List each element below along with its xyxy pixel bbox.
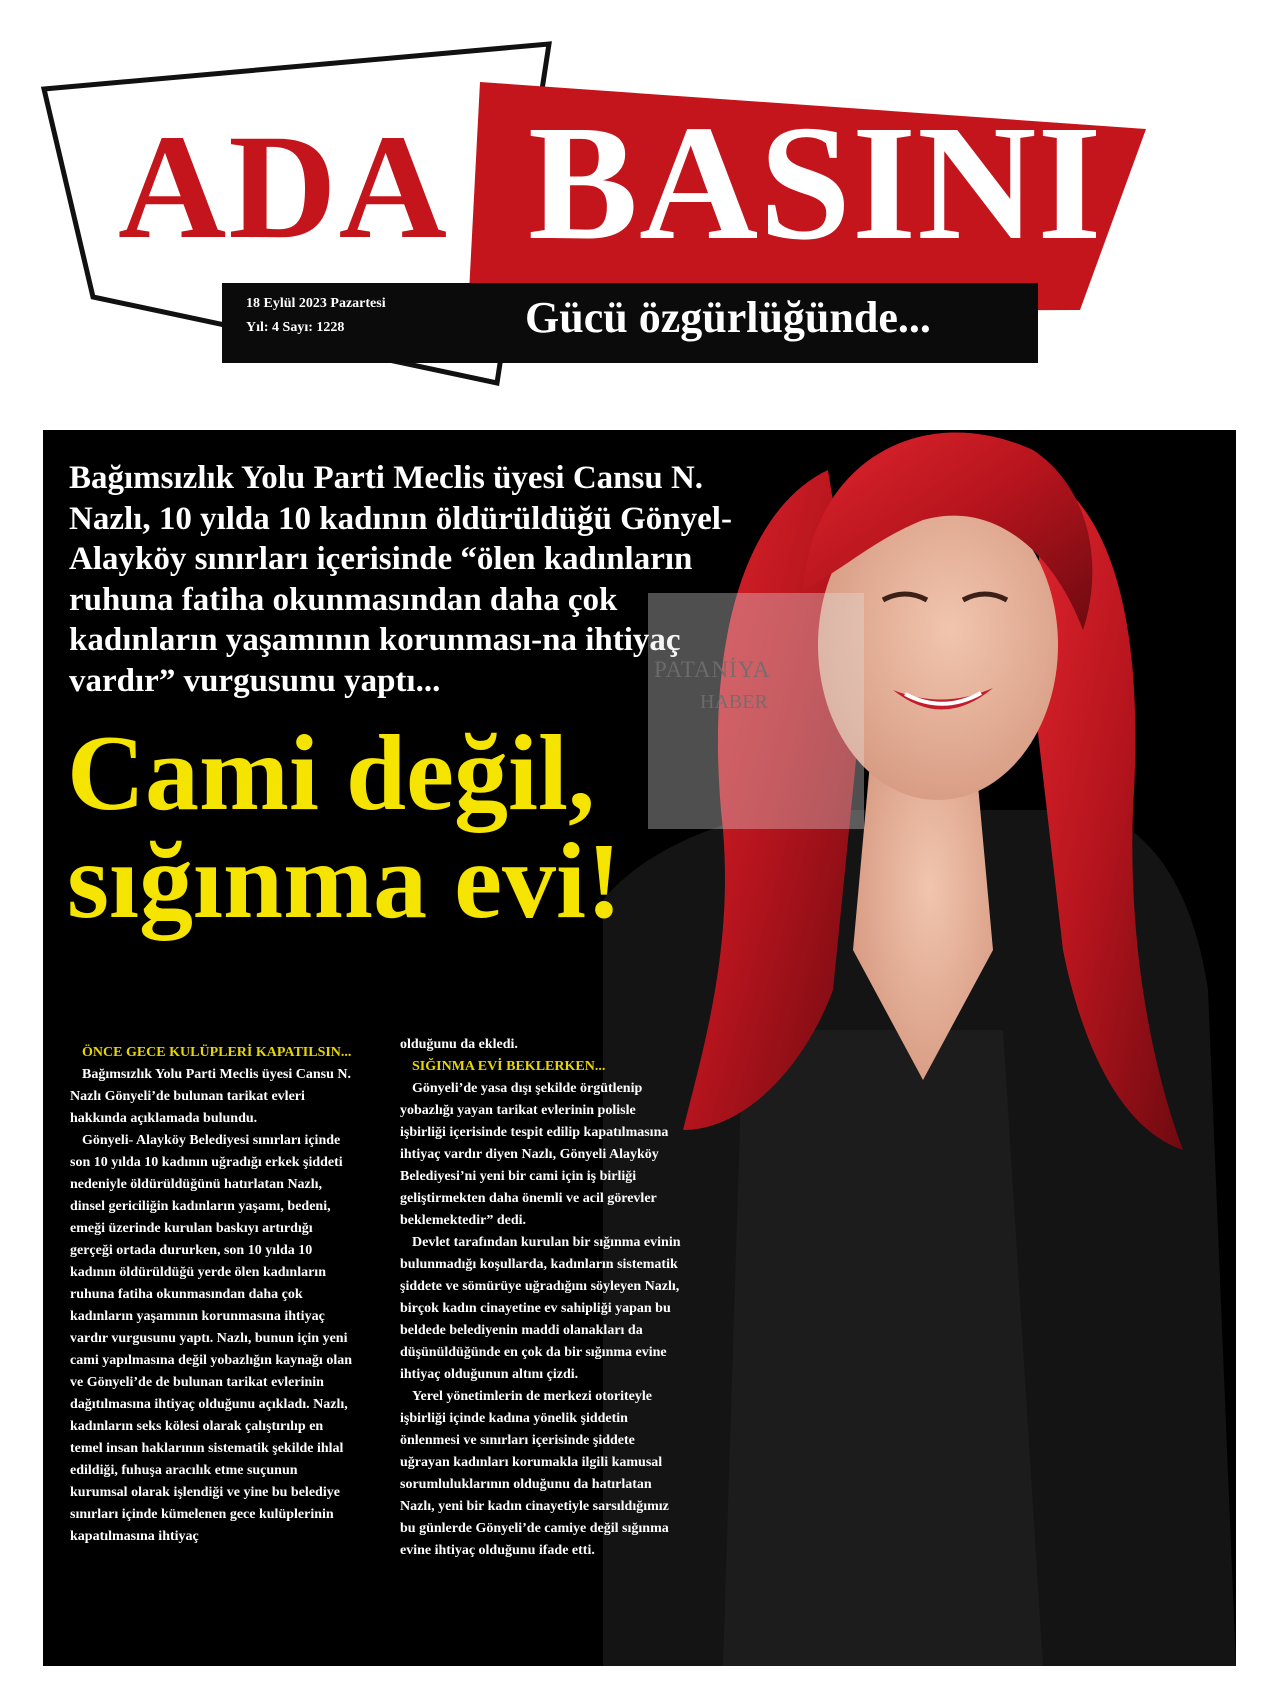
masthead-title-basini: BASINI [528, 91, 1103, 274]
dateline-bar [222, 283, 1038, 363]
column-2-lead: olduğunu da ekledi. [400, 1037, 518, 1052]
masthead [0, 0, 1280, 420]
column-1-paragraph: Bağımsızlık Yolu Parti Meclis üyesi Cansu N. Nazlı Gönyeli’de bulunan tarikat evleri hakkında açıklamada bulundu. [70, 1067, 351, 1126]
column-2-paragraph: Yerel yönetimlerin de merkezi otoriteyle işbirliği içinde kadına yönelik şiddetin önlenmesi ve sınırları içerisinde şiddete uğrayan kadınları korumakla ilgili kamusal sorumluluklarının olduğunu da hatırlatan Nazlı, yeni bir kadın cinayetiyle sarsıldığımız bu günlerde Gönyeli’de camiye değil sığınma evine ihtiyaç olduğunu ifade etti. [400, 1389, 669, 1558]
column-1-subhead: ÖNCE GECE KULÜPLERİ KAPATILSIN... [82, 1045, 352, 1060]
watermark-line-2: HABER [700, 691, 768, 713]
slogan: Gücü özgürlüğünde... [525, 293, 931, 342]
headline-line-1: Cami değil, [67, 714, 595, 833]
masthead-title-ada: ADA [118, 104, 449, 270]
issue-number: Yıl: 4 Sayı: 1228 [246, 320, 345, 335]
column-2-subhead: SIĞINMA EVİ BEKLERKEN... [412, 1059, 606, 1074]
story-deck: Bağımsızlık Yolu Parti Meclis üyesi Cansu N. Nazlı, 10 yılda 10 kadının öldürüldüğü Gönyel-Alayköy sınırları içerisinde “ölen kadınların ruhuna fatiha okunmasından daha çok kadınların yaşamının korunması-na ihtiyaç vardır” vurgusunu yaptı... [69, 460, 732, 699]
headline-line-2: sığınma evi! [67, 822, 622, 941]
article-column-1 [70, 1042, 355, 1548]
watermark-logo [648, 593, 864, 829]
watermark-line-1: PATANİYA [654, 657, 771, 682]
main-story-panel [43, 430, 1236, 1666]
article-column-2 [400, 1034, 685, 1562]
column-2-paragraph: Devlet tarafından kurulan bir sığınma evinin bulunmadığı koşullarda, kadınların sistematik şiddete ve sömürüye uğradığını söyleyen Nazlı, birçok kadın cinayetine ev sahipliği yapan bu beldede belediyenin maddi olanakları da düşünüldüğünde en çok da bir sığınma evine ihtiyaç olduğunun altını çizdi. [400, 1235, 681, 1382]
story-headline [67, 714, 622, 941]
column-2-paragraph: Gönyeli’de yasa dışı şekilde örgütlenip yobazlığı yayan tarikat evlerinin polisle işbirliği içerisinde tespit edilip kapatılmasına ihtiyaç vardır diyen Nazlı, Gönyeli Alayköy Belediyesi’ni yeni bir cami için iş birliği geliştirmekten daha önemli ve acil görevler beklemektedir” dedi. [400, 1081, 669, 1228]
issue-date: 18 Eylül 2023 Pazartesi [246, 296, 386, 311]
column-1-paragraph: Gönyeli- Alayköy Belediyesi sınırları içinde son 10 yılda 10 kadının uğradığı erkek şiddeti nedeniyle öldürüldüğünü hatırlatan Nazlı, dinsel gericiliğin kadınların yaşamı, bedeni, emeği üzerinde kurulan baskıyı artırdığı gerçeği ortada dururken, son 10 yılda 10 kadının öldürüldüğü yerde ölen kadınların ruhuna fatiha okunmasından daha çok kadınların yaşamının korunmasına ihtiyaç vardır vurgusunu yaptı. Nazlı, bunun için yeni cami yapılmasına değil yobazlığın kaynağı olan ve Gönyeli’de de bulunan tarikat evlerinin dağıtılmasına ihtiyaç olduğunu açıkladı. Nazlı, kadınların seks kölesi olarak çalıştırılıp en temel insan haklarının sistematik şekilde ihlal edildiği, fuhuşa aracılık etme suçunun kurumsal olarak işlendiği ve yine bu belediye sınırları içinde kümelenen gece kulüplerinin kapatılmasına ihtiyaç [70, 1133, 352, 1544]
